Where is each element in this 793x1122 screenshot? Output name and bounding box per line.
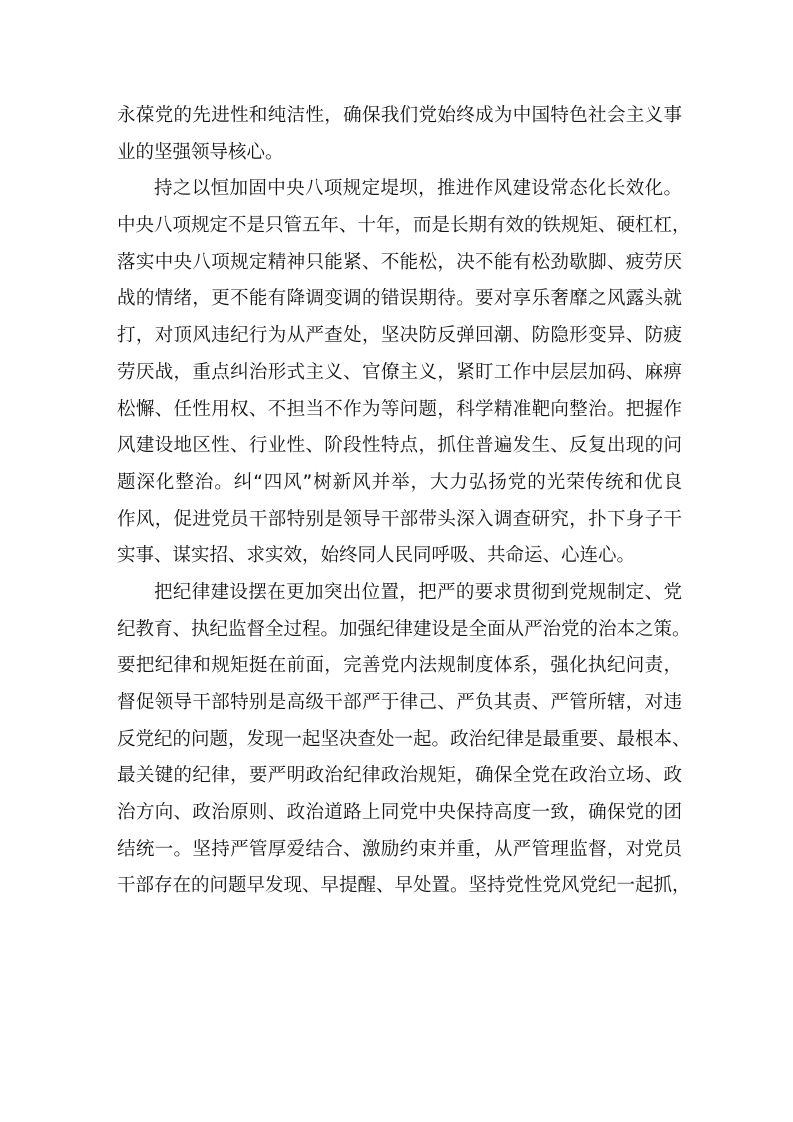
text-line: 落实中央八项规定精神只能紧、不能松，决不能有松劲歇脚、疲劳厌 — [117, 251, 682, 273]
body-text — [117, 98, 691, 905]
text-line: 中央八项规定不是只管五年、十年，而是长期有效的铁规矩、硬杠杠， — [117, 215, 691, 237]
text-line: 实事、谋实招、求实效，始终同人民同呼吸、共命运、心连心。 — [117, 545, 636, 567]
text-line: 作风，促进党员干部特别是领导干部带头深入调查研究，扑下身子干 — [117, 508, 682, 530]
text-line: 反党纪的问题，发现一起坚决查处一起。政治纪律是最重要、最根本、 — [117, 728, 691, 750]
text-line: 业的坚强领导核心。 — [117, 141, 284, 163]
text-line: 干部存在的问题早发现、早提醒、早处置。坚持党性党风党纪一起抓， — [117, 875, 691, 897]
text-line: 纪教育、执纪监督全过程。加强纪律建设是全面从严治党的治本之策。 — [117, 618, 691, 640]
text-line: 结统一。坚持严管厚爱结合、激励约束并重，从严管理监督，对党员 — [117, 838, 682, 860]
text-line: 战的情绪，更不能有降调变调的错误期待。要对享乐奢靡之风露头就 — [117, 288, 682, 310]
text-line: 永葆党的先进性和纯洁性，确保我们党始终成为中国特色社会主义事 — [117, 105, 682, 126]
text-line: 劳厌战，重点纠治形式主义、官僚主义，紧盯工作中层层加码、麻痹 — [117, 361, 682, 383]
text-line: 打，对顶风违纪行为从严查处，坚决防反弹回潮、防隐形变异、防疲 — [117, 325, 682, 347]
text-line: 题深化整治。纠“四风”树新风并举，大力弘扬党的光荣传统和优良 — [117, 471, 682, 493]
paragraph-first-line: 持之以恒加固中央八项规定堤坝，推进作风建设常态化长效化。 — [154, 178, 682, 200]
text-line: 松懈、任性用权、不担当不作为等问题，科学精准靶向整治。把握作 — [117, 398, 682, 420]
paragraph-first-line: 把纪律建设摆在更加突出位置，把严的要求贯彻到党规制定、党 — [154, 581, 682, 603]
text-line: 最关键的纪律，要严明政治纪律政治规矩，确保全党在政治立场、政 — [117, 765, 682, 787]
text-line: 风建设地区性、行业性、阶段性特点，抓住普遍发生、反复出现的问 — [117, 435, 682, 457]
text-line: 治方向、政治原则、政治道路上同党中央保持高度一致，确保党的团 — [117, 802, 682, 824]
text-line: 要把纪律和规矩挺在前面，完善党内法规制度体系，强化执纪问责， — [117, 655, 682, 677]
text-line: 督促领导干部特别是高级干部严于律己、严负其责、严管所辖，对违 — [117, 692, 682, 713]
